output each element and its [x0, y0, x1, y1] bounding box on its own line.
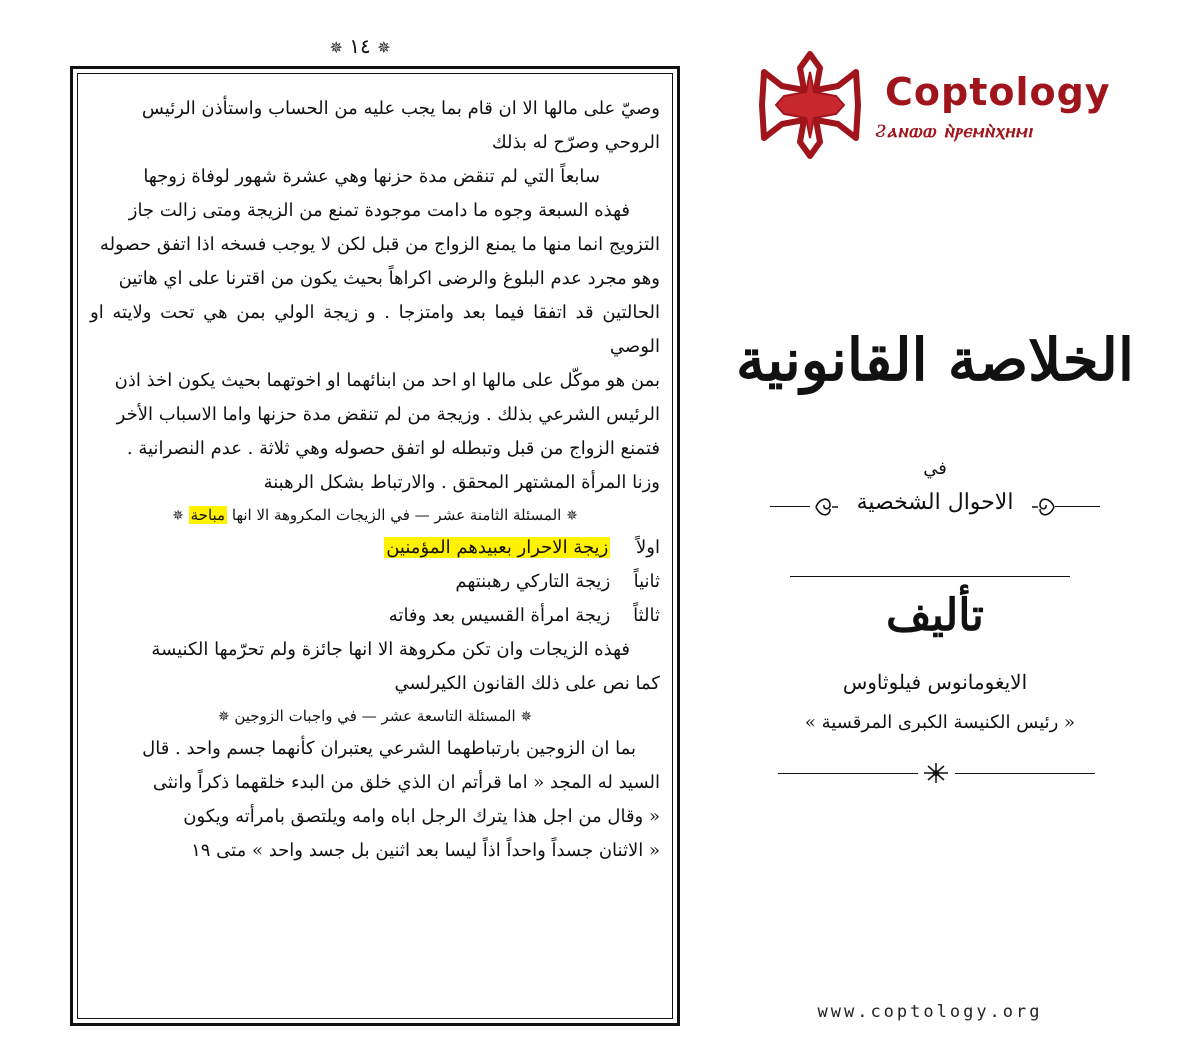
- decorative-rule: [955, 773, 1095, 774]
- book-title: الخلاصة القانونية: [735, 326, 1134, 394]
- author-role: « رئيس الكنيسة الكبرى المرقسية »: [804, 712, 1076, 733]
- decorative-rule: [778, 773, 918, 774]
- text-line: بما ان الزوجين بارتباطهما الشرعي يعتبران كأنهما جسم واحد . قال: [142, 738, 636, 759]
- coptic-cross-icon: [740, 50, 880, 160]
- list-item: [90, 531, 660, 565]
- highlighted-word: مباحة: [190, 506, 226, 524]
- list-item: [90, 565, 660, 599]
- list-number: ثالثاً: [633, 605, 660, 626]
- ornament-icon: ✵: [329, 38, 343, 57]
- ornament-icon: ✵: [377, 38, 391, 57]
- page-number-header: [300, 34, 420, 60]
- list-number: ثانياً: [633, 571, 660, 592]
- highlighted-phrase: زيجة الاحرار بعبيدهم المؤمنين: [386, 537, 609, 558]
- book-subtitle: الاحوال الشخصية: [856, 490, 1014, 515]
- ornament-icon: ✵: [172, 508, 184, 524]
- ornament-icon: ✵: [520, 709, 533, 725]
- text-line: الحالتين قد اتفقا فيما بعد وامتزجا . و زيجة الولي بمن هي تحت ولايته او الوصي: [90, 302, 660, 357]
- website-url: www.coptology.org: [817, 1002, 1043, 1022]
- text-line: سابعاً التي لم تنقض مدة حزنها وهي عشرة شهور لوفاة زوجها: [143, 166, 600, 187]
- title-connector: في: [923, 458, 947, 479]
- page-body: [90, 92, 660, 868]
- heading-text: المسئلة التاسعة عشر — في واجبات الزوجين: [234, 707, 516, 725]
- author-name: الايغومانوس فيلوثاوس: [842, 670, 1028, 694]
- coptology-logo: [740, 50, 1120, 160]
- section-heading-18: [90, 500, 660, 531]
- text-line: السيد له المجد « اما قرأتم ان الذي خلق من البدء خلقهما ذكراً وانثى: [152, 772, 660, 793]
- text-line: فهذه السبعة وجوه ما دامت موجودة تمنع من الزيجة ومتى زالت جاز: [128, 200, 630, 221]
- text-line: فتمنع الزواج من قبل وتبطله لو اتفق حصوله وهي ثلاثة . عدم النصرانية .: [126, 438, 660, 459]
- ornament-icon: ✵: [217, 709, 230, 725]
- decorative-rule: [1055, 506, 1100, 507]
- text-line: فهذه الزيجات وان تكن مكروهة الا انها جائزة ولم تحرّمها الكنيسة: [151, 639, 630, 660]
- decorative-rule: [770, 506, 810, 507]
- text-line: وهو مجرد عدم البلوغ والرضى اكراهاً بحيث يكون من اقترنا على اي هاتين: [118, 268, 660, 289]
- list-number: اولاً: [636, 537, 660, 558]
- text-line: كما نص على ذلك القانون الكيرلسي: [394, 673, 660, 694]
- text-line: الرئيس الشرعي بذلك . وزيجة من لم تنقض مدة حزنها واما الاسباب الأخر: [116, 404, 660, 425]
- heading-text: المسئلة الثامنة عشر — في الزيجات المكروهة الا انها: [231, 506, 562, 524]
- logo-subtitle: Ϩⲁⲛⲱⲱ ⲛ̀ⲣⲉⲙⲛ̀ⲭⲏⲙⲓ: [875, 120, 1033, 142]
- decorative-rule: [790, 576, 1070, 577]
- section-heading-19: [90, 701, 660, 732]
- text-line: وزنا المرأة المشتهر المحقق . والارتباط بشكل الرهبنة: [263, 472, 660, 493]
- page-number: ١٤: [349, 34, 371, 58]
- list-item: [90, 599, 660, 633]
- text-line: « الاثنان جسداً واحداً اذاً ليسا بعد اثنين بل جسد واحد » متى ١٩: [191, 840, 660, 861]
- text-line: وصيّ على مالها الا ان قام بما يجب عليه من الحساب واستأذن الرئيس: [141, 98, 660, 119]
- ornament-icon: ✵: [566, 508, 578, 524]
- flourish-icon: [918, 761, 954, 785]
- list-text: زيجة التاركي رهبنتهم: [455, 571, 611, 592]
- text-line: بمن هو موكّل على مالها او احد من ابنائهما او اخوتهما بحيث يكون اخذ اذن: [114, 370, 660, 391]
- logo-title: Coptology: [885, 70, 1111, 114]
- authored-by-label: تأليف: [886, 590, 984, 641]
- text-line: « وقال من اجل هذا يترك الرجل اباه وامه ويلتصق بامرأته ويكون: [183, 806, 660, 827]
- text-line: الروحي وصرّح له بذلك: [491, 132, 660, 153]
- list-text: زيجة امرأة القسيس بعد وفاته: [388, 605, 611, 626]
- text-line: التزويج انما منها ما يمنع الزواج من قبل لكن لا يوجب فسخه اذا اتفق حصوله: [99, 234, 660, 255]
